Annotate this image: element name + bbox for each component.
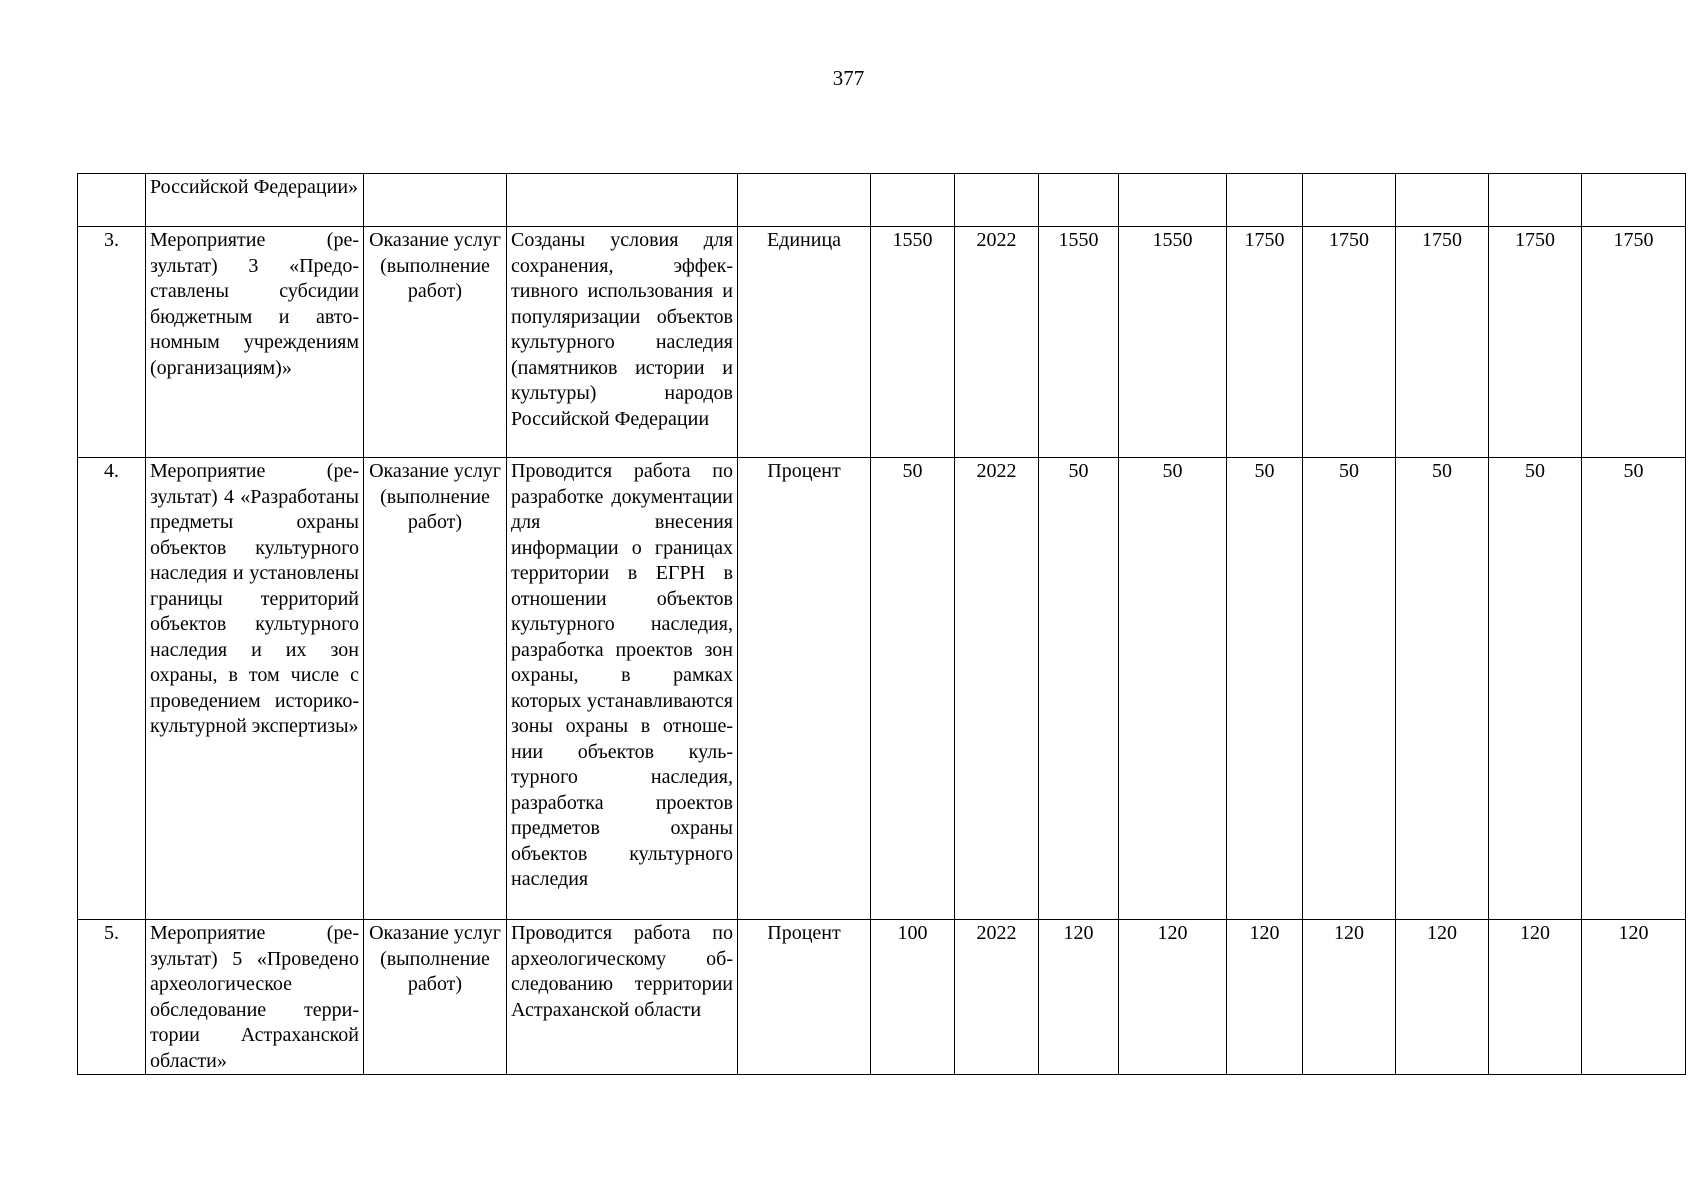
type-cell: Оказание услуг (выполнение работ) xyxy=(364,227,507,458)
event-cell: Мероприятие (результат) 5 «Проведено археологическое обследование территории Астраханской области» xyxy=(146,920,364,1075)
value-cell xyxy=(1303,174,1396,227)
event-cell: Российской Федерации» xyxy=(146,174,364,227)
value-cell xyxy=(1039,174,1119,227)
value-cell xyxy=(1489,174,1582,227)
value-cell xyxy=(1396,174,1489,227)
event-cell: Мероприятие (результат) 3 «Предоставлены субсидии бюджетным и автономным учреждениям (организациям)» xyxy=(146,227,364,458)
row-number xyxy=(78,174,146,227)
value-cell: 50 xyxy=(1489,458,1582,920)
value-cell: 120 xyxy=(1039,920,1119,1075)
value-cell: 1750 xyxy=(1489,227,1582,458)
value-cell: 1750 xyxy=(1227,227,1303,458)
unit-cell: Процент xyxy=(738,458,871,920)
row-number: 4. xyxy=(78,458,146,920)
value-cell: 120 xyxy=(1303,920,1396,1075)
results-table xyxy=(77,173,1686,1075)
result-cell: Проводится работа по разработке документации для внесения информации о границах территории в ЕГРН в отношении объектов культурного наследия, разработка проектов зон охраны, в рамках которых устанавливаются зоны охраны в отношении объектов культурного наследия, разработка проектов предметов охраны объектов культурного наследия xyxy=(507,458,738,920)
value-cell: 50 xyxy=(871,458,955,920)
table-row xyxy=(78,227,1686,458)
value-cell xyxy=(871,174,955,227)
table-row xyxy=(78,458,1686,920)
type-cell: Оказание услуг (выполнение работ) xyxy=(364,920,507,1075)
value-cell: 1550 xyxy=(1039,227,1119,458)
event-cell: Мероприятие (результат) 4 «Разработаны предметы охраны объектов культурного наследия и установлены границы территорий объектов культурного наследия и их зон охраны, в том числе с проведением историко-культурной экспертизы» xyxy=(146,458,364,920)
result-cell: Проводится работа по археологическому обследованию территории Астраханской области xyxy=(507,920,738,1075)
value-cell: 50 xyxy=(1119,458,1227,920)
value-cell: 50 xyxy=(1303,458,1396,920)
value-cell: 50 xyxy=(1039,458,1119,920)
result-cell xyxy=(507,174,738,227)
result-cell: Созданы условия для сохранения, эффективного использования и популяризации объектов культурного наследия (памятников истории и культуры) народов Российской Федерации xyxy=(507,227,738,458)
row-number: 5. xyxy=(78,920,146,1075)
value-cell: 100 xyxy=(871,920,955,1075)
value-cell xyxy=(1227,174,1303,227)
value-cell: 50 xyxy=(1227,458,1303,920)
value-cell: 2022 xyxy=(955,227,1039,458)
value-cell: 120 xyxy=(1119,920,1227,1075)
value-cell: 50 xyxy=(1582,458,1686,920)
value-cell: 2022 xyxy=(955,920,1039,1075)
value-cell xyxy=(955,174,1039,227)
value-cell: 120 xyxy=(1227,920,1303,1075)
table-row xyxy=(78,174,1686,227)
value-cell: 1750 xyxy=(1582,227,1686,458)
type-cell: Оказание услуг (выполнение работ) xyxy=(364,458,507,920)
value-cell: 1750 xyxy=(1396,227,1489,458)
value-cell: 120 xyxy=(1582,920,1686,1075)
value-cell: 1750 xyxy=(1303,227,1396,458)
unit-cell: Процент xyxy=(738,920,871,1075)
value-cell: 2022 xyxy=(955,458,1039,920)
value-cell: 1550 xyxy=(1119,227,1227,458)
value-cell: 120 xyxy=(1489,920,1582,1075)
type-cell xyxy=(364,174,507,227)
value-cell xyxy=(1582,174,1686,227)
unit-cell: Единица xyxy=(738,227,871,458)
value-cell: 1550 xyxy=(871,227,955,458)
table-row xyxy=(78,920,1686,1075)
row-number: 3. xyxy=(78,227,146,458)
unit-cell xyxy=(738,174,871,227)
page-number: 377 xyxy=(832,66,865,90)
value-cell xyxy=(1119,174,1227,227)
value-cell: 120 xyxy=(1396,920,1489,1075)
value-cell: 50 xyxy=(1396,458,1489,920)
table-body xyxy=(78,174,1686,1075)
